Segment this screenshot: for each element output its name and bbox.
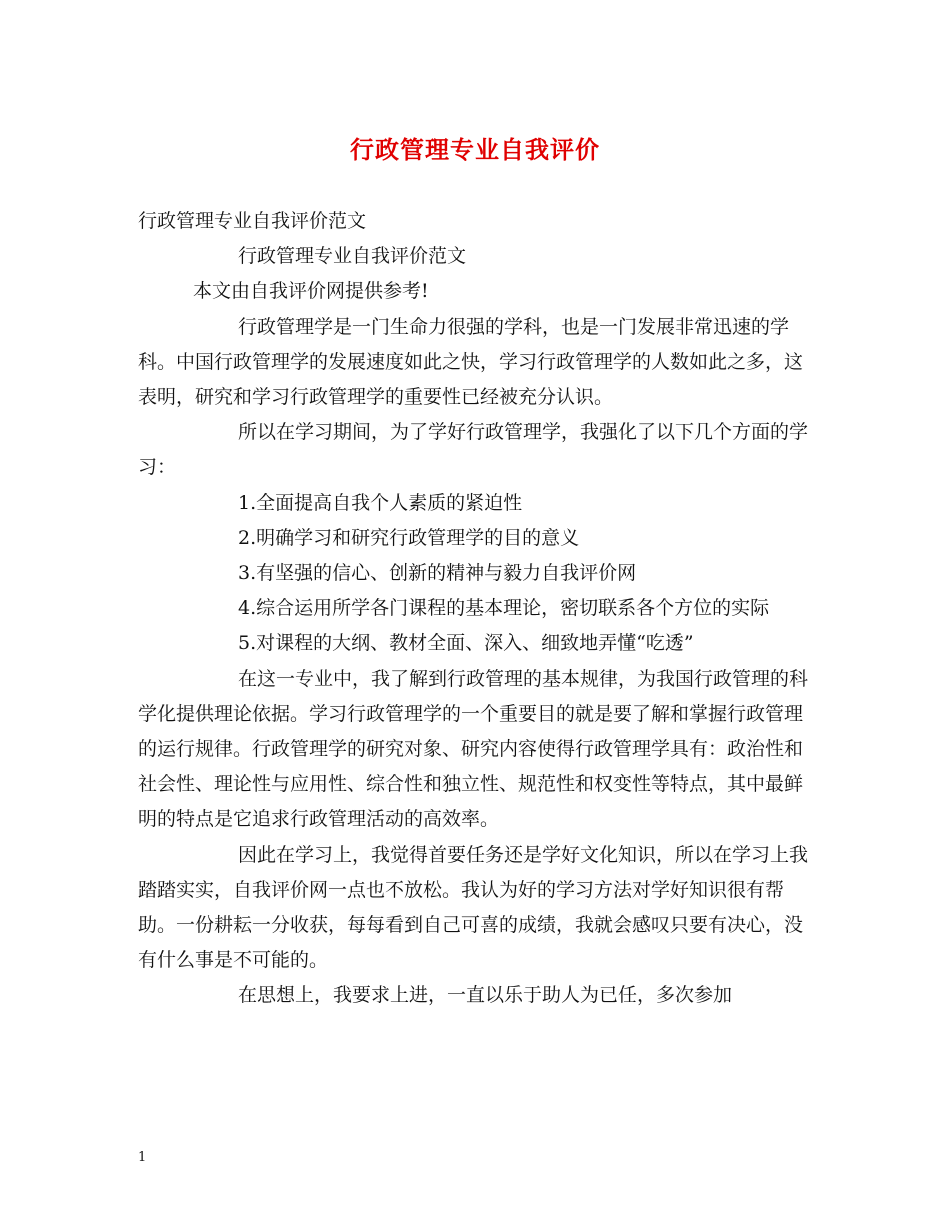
document-subheading: 行政管理专业自我评价范文 bbox=[238, 245, 467, 268]
list-item: 1.全面提高自我个人素质的紧迫性 bbox=[238, 491, 523, 514]
page-title: 行政管理专业自我评价 bbox=[350, 135, 600, 164]
list-item: 3.有坚强的信心、创新的精神与毅力自我评价网 bbox=[238, 562, 637, 585]
list-item: 2.明确学习和研究行政管理学的目的意义 bbox=[238, 526, 580, 549]
source-note: 本文由自我评价网提供参考! bbox=[193, 280, 429, 303]
document-body bbox=[138, 204, 818, 1014]
page-number: 1 bbox=[138, 1150, 147, 1165]
list-item: 5.对课程的大纲、教材全面、深入、细致地弄懂“吃透” bbox=[238, 632, 694, 655]
document-heading: 行政管理专业自我评价范文 bbox=[138, 210, 367, 232]
paragraph-thought: 在思想上，我要求上进，一直以乐于助人为已任，多次参加 bbox=[238, 984, 733, 1007]
paragraph-study: 因此在学习上，我觉得首要任务还是学好文化知识，所以在学习上我踏踏实实，自我评价网一点也不放松。我认为好的学习方法对学好知识很有帮助。一份耕耘一分收获，每每看到自己可喜的成绩，我就会感叹只要有决心，没有什么事是不可能的。 bbox=[138, 843, 809, 972]
paragraph-major: 在这一专业中，我了解到行政管理的基本规律，为我国行政管理的科学化提供理论依据。学习行政管理学的一个重要目的就是要了解和掌握行政管理的运行规律。行政管理学的研究对象、研究内容使得行政管理学具有：政治性和社会性、理论性与应用性、综合性和独立性、规范性和权变性等特点，其中最鲜明的特点是它追求行政管理活动的高效率。 bbox=[138, 667, 809, 831]
list-item: 4.综合运用所学各门课程的基本理论，密切联系各个方位的实际 bbox=[238, 597, 770, 620]
paragraph-intro: 行政管理学是一门生命力很强的学科，也是一门发展非常迅速的学科。中国行政管理学的发展速度如此之快，学习行政管理学的人数如此之多，这表明，研究和学习行政管理学的重要性已经被充分认识。 bbox=[138, 315, 804, 409]
paragraph-study-aspects: 所以在学习期间，为了学好行政管理学，我强化了以下几个方面的学习： bbox=[138, 421, 809, 479]
